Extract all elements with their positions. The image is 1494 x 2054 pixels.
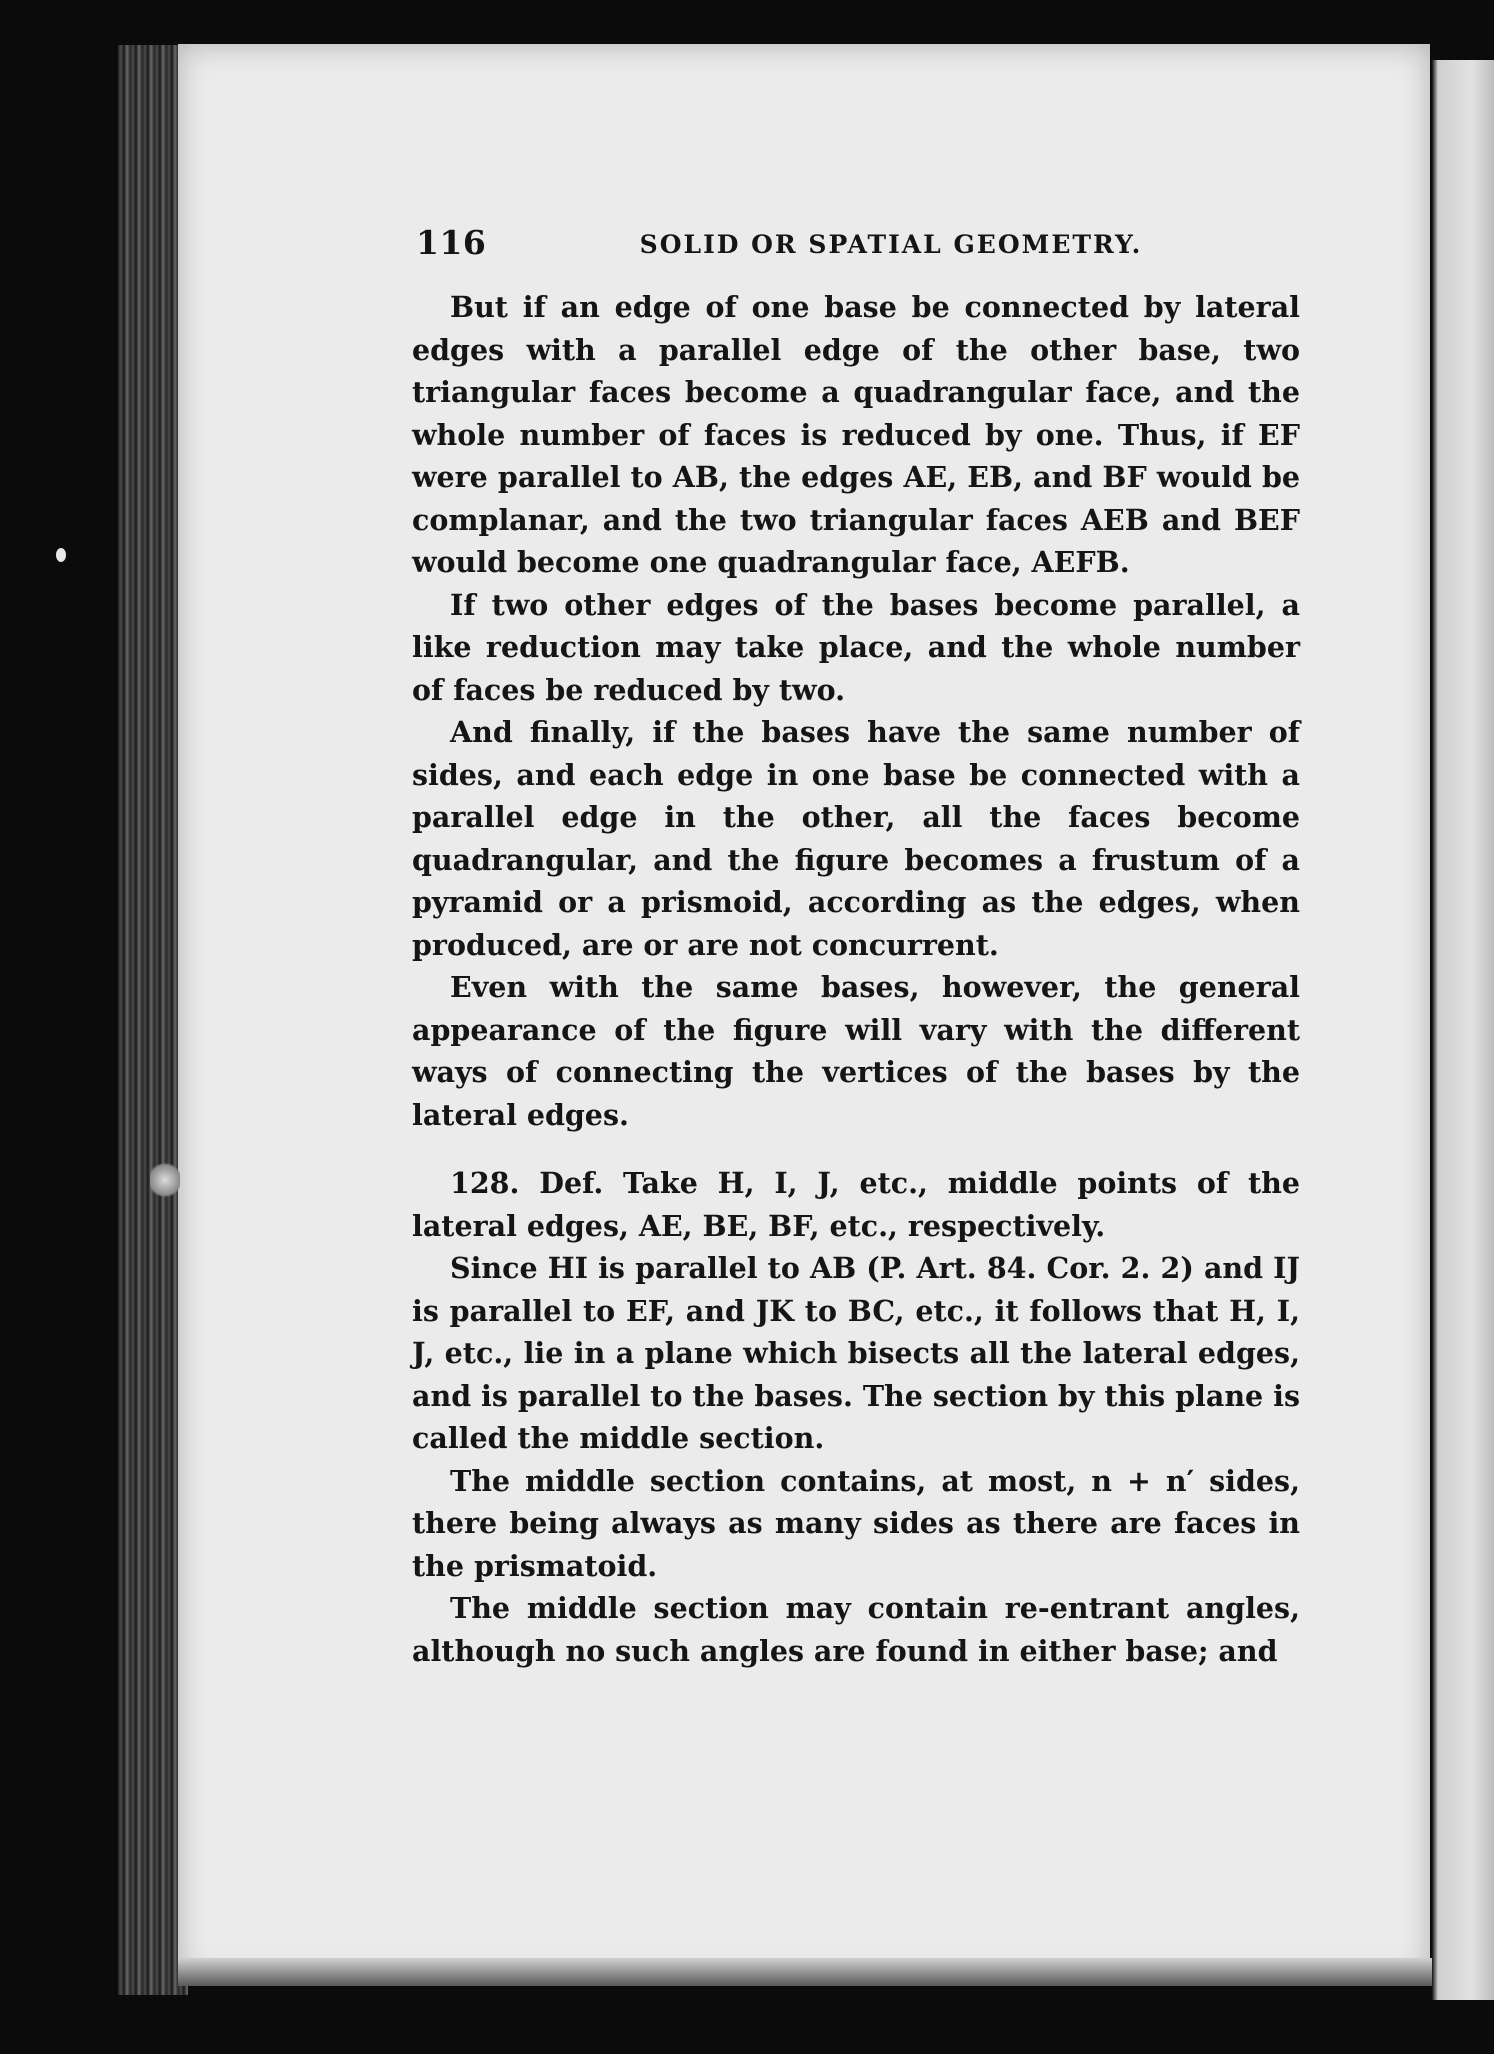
paragraph: Since HI is parallel to AB (P. Art. 84. Cor. 2. 2) and IJ is parallel to EF, and JK to BC, etc., it follows that H, I, J, etc., lie in a plane which bisects all the lateral edges, and is parallel to the bases. The section by this plane is called the middle section. (412, 1251, 1300, 1455)
facing-page-edge (1432, 60, 1494, 2000)
paragraph: But if an edge of one base be connected by lateral edges with a parallel edge of the other base, two triangular faces become a quadrangular face, and the whole number of faces is reduced by one. Thus, if EF were parallel to AB, the edges AE, EB, and BF would be complanar, and the two triangular faces AEB and BEF would become one quadrangular face, AEFB. (412, 290, 1300, 579)
margin-mark (56, 548, 66, 562)
paragraph: The middle section contains, at most, n + n′ sides, there being always as many sides as there are faces in the prismatoid. (412, 1463, 1300, 1583)
article-128-paragraph: 128. Def. Take H, I, J, etc., middle points of the lateral edges, AE, BE, BF, etc., respectively. (412, 1166, 1300, 1243)
running-head: SOLID OR SPATIAL GEOMETRY. (639, 230, 1143, 259)
paragraph: Even with the same bases, however, the general appearance of the figure will vary with the different ways of connecting the vertices of the bases by the lateral edges. (412, 970, 1300, 1132)
page-content (412, 222, 1300, 1672)
paragraph: And finally, if the bases have the same number of sides, and each edge in one base be connected with a parallel edge in the other, all the faces become quadrangular, and the figure becomes a frustum of a pyramid or a prismoid, according as the edges, when produced, are or are not concurrent. (412, 715, 1300, 962)
margin-smudge (150, 1160, 180, 1200)
paragraph: If two other edges of the bases become parallel, a like reduction may take place, and the whole number of faces be reduced by two. (412, 587, 1300, 707)
page-bottom-edge (178, 1958, 1432, 1986)
page-number: 116 (416, 223, 487, 262)
page-header (412, 222, 1300, 274)
paragraph: The middle section may contain re-entrant angles, although no such angles are found in either base; and (412, 1591, 1300, 1668)
